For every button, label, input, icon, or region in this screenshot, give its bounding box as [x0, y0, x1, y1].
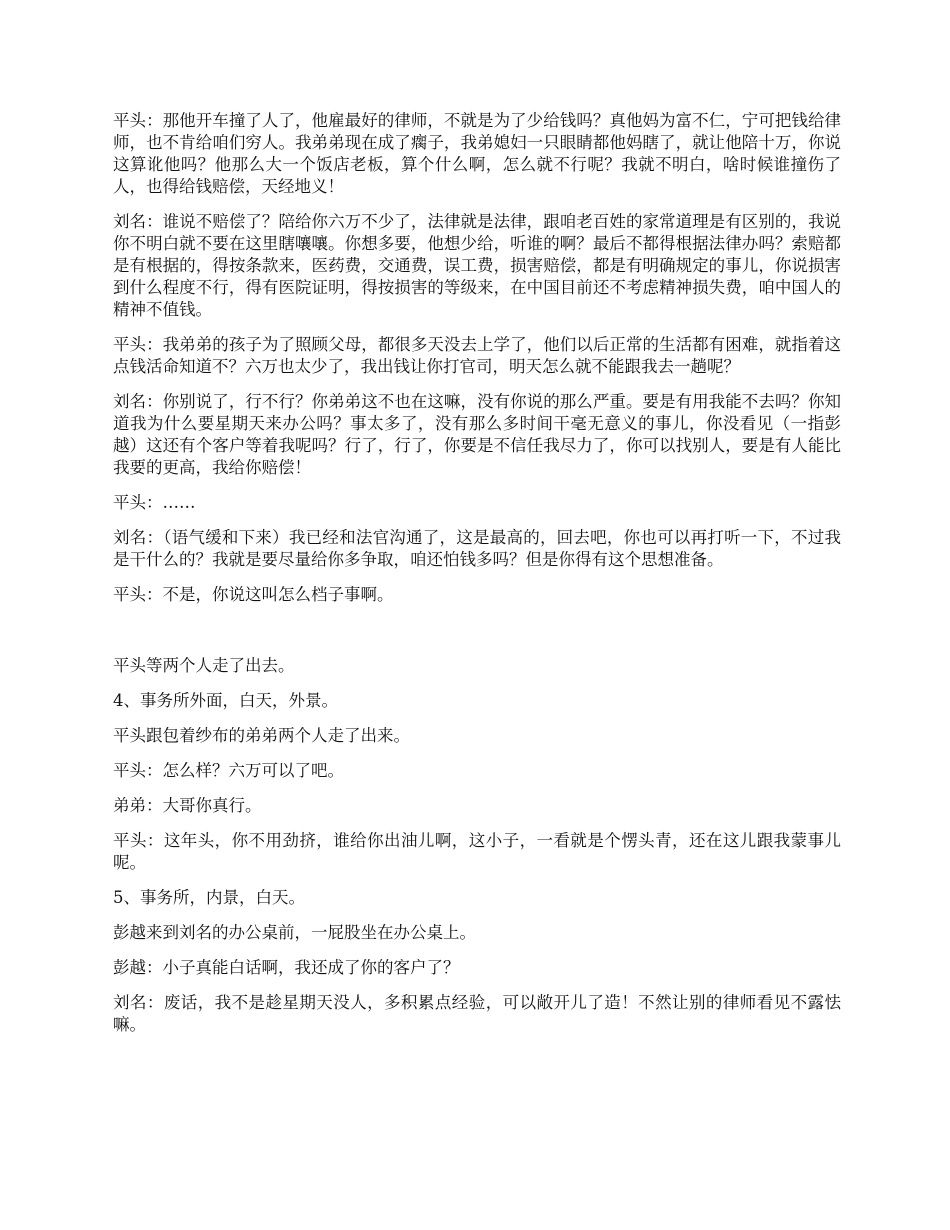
document-page	[113, 110, 841, 1049]
paragraph-liuming-1: 刘名：谁说不赔偿了？陪给你六万不少了，法律就是法律，跟咱老百姓的家常道理是有区别的，我说你不明白就不要在这里瞎嚷嚷。你想多要，他想少给，听谁的啊？最后不都得根据法律办吗？索赔都是有根据的，得按条款来，医药费，交通费，误工费，损害赔偿，都是有明确规定的事儿，你说损害到什么程度不行，得有医院证明，得按损害的等级来，在中国目前还不考虑精神损失费，咱中国人的精神不值钱。	[113, 212, 841, 319]
paragraph-liuming-2: 刘名：你别说了，行不行？你弟弟这不也在这嘛，没有你说的那么严重。要是有用我能不去吗？你知道我为什么要星期天来办公吗？事太多了，没有那么多时间干毫无意义的事儿，你没看见（一指彭越）这还有个客户等着我呢吗？行了，行了，你要是不信任我尽力了，你可以找别人，要是有人能比我要的更高，我给你赔偿！	[113, 392, 841, 477]
scene-heading-5: 5、事务所，内景，白天。	[113, 888, 305, 907]
paragraph-stage-direction-3: 彭越来到刘名的办公桌前，一屁股坐在办公桌上。	[113, 923, 476, 942]
paragraph-didi-1: 弟弟：大哥你真行。	[113, 796, 262, 815]
paragraph-liuming-4: 刘名：废话，我不是趁星期天没人，多积累点经验，可以敞开儿了造！不然让别的律师看见不露怯嘛。	[113, 993, 841, 1034]
paragraph-stage-direction-1: 平头等两个人走了出去。	[113, 656, 295, 675]
section-spacer	[113, 619, 841, 655]
paragraph-pingtou-5: 平头：怎么样？六万可以了吧。	[113, 761, 344, 780]
paragraph-pingtou-1: 平头：那他开车撞了人了，他雇最好的律师，不就是为了少给钱吗？真他妈为富不仁，宁可把钱给律师，也不肯给咱们穷人。我弟弟现在成了瘸子，我弟媳妇一只眼睛都他妈瞎了，就让他陪十万，你说这算讹他吗？他那么大一个饭店老板，算个什么啊，怎么就不行呢？我就不明白，啥时候谁撞伤了人，也得给钱赔偿，天经地义！	[113, 111, 841, 196]
paragraph-pengyue-1: 彭越：小子真能白话啊，我还成了你的客户了？	[113, 958, 460, 977]
paragraph-pingtou-4: 平头：不是，你说这叫怎么档子事啊。	[113, 585, 394, 604]
paragraph-pingtou-2: 平头：我弟弟的孩子为了照顾父母，都很多天没去上学了，他们以后正常的生活都有困难，就指着这点钱活命知道不？六万也太少了，我出钱让你打官司，明天怎么就不能跟我去一趟呢？	[113, 335, 841, 376]
scene-heading-4: 4、事务所外面，白天，外景。	[113, 691, 338, 710]
paragraph-pingtou-3: 平头：……	[113, 493, 196, 512]
paragraph-liuming-3: 刘名：（语气缓和下来）我已经和法官沟通了，这是最高的，回去吧，你也可以再打听一下，不过我是干什么的？我就是要尽量给你多争取，咱还怕钱多吗？但是你得有这个思想准备。	[113, 528, 841, 569]
paragraph-stage-direction-2: 平头跟包着纱布的弟弟两个人走了出来。	[113, 726, 410, 745]
paragraph-pingtou-6: 平头：这年头，你不用劲挤，谁给你出油儿啊，这小子，一看就是个愣头青，还在这儿跟我蒙事儿呢。	[113, 831, 841, 872]
